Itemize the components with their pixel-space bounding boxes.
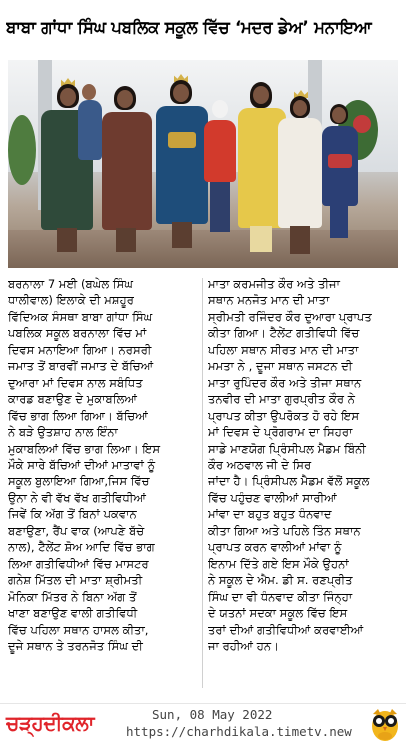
article-line: ਬਰਨਾਲਾ 7 ਮਈ (ਬਘੇਲ ਸਿੰਘ [8,277,133,291]
article-line: ਪਬਲਿਕ ਸਕੂਲ ਬਰਨਾਲਾ ਵਿੱਚ ਮਾਂ [8,326,147,341]
article-line: ਵਿੱਚ ਪਹਿਲਾ ਸਥਾਨ ਹਾਸਲ ਕੀਤਾ, [8,622,149,637]
article-line: ਸਾਡੇ ਮਾਣਯੋਗ ਪ੍ਰਿੰਸੀਪਲ ਮੈਡਮ ਬਿੰਨੀ [208,441,366,456]
article-line: ਪ੍ਰਾਪਤ ਕੀਤਾ ਉਪਰੋਕਤ ਹੋ ਰਹੇ ਇਸ [208,408,360,423]
article-line: ਜਾ ਰਹੀਆਂ ਹਨ। [208,638,279,653]
article-line: ਜਮਾਤ ਤੋਂ ਬਾਰਵੀਂ ਜਮਾਤ ਦੇ ਬੱਚਿਆਂ [8,359,154,374]
source-url[interactable]: https://charhdikala.timetv.new [126,724,352,739]
article-line: ਦੇ ਯਤਨਾਂ ਸਦਕਾ ਸਕੂਲ ਵਿੱਚ ਇਸ [208,606,348,621]
article-line: ਦੂਜੇ ਸਥਾਨ ਤੇ ਤਰਨਜੋਤ ਸਿੰਘ ਦੀ [8,638,143,653]
article-line: ਮੌਕੇ ਸਾਰੇ ਬੱਚਿਆਂ ਦੀਆਂ ਮਾਤਾਵਾਂ ਨੂੰ [8,457,156,472]
footer [0,703,406,744]
article-line: ਨੇ ਬੜੇ ਉਤਸ਼ਾਹ ਨਾਲ ਇੰਨਾ [8,425,118,440]
article-line: ਵਿੱਚ ਪਹੁੰਚਣ ਵਾਲੀਆਂ ਸਾਰੀਆਂ [208,490,337,505]
article-line: ਉਨਾ ਨੇ ਵੀ ਵੱਖ ਵੱਖ ਗਤੀਵਿਧੀਆਂ [8,490,146,505]
article-line: ਕੌਰ ਅਠਵਾਲ ਜੀ ਦੇ ਸਿਰ [208,457,312,472]
article-line: ਗਨੇਸ਼ ਮਿੱਤਲ ਦੀ ਮਾਤਾ ਸ਼੍ਰੀਮਤੀ [8,573,143,588]
article-line: ਕੀਤਾ ਗਿਆ। ਟੈਲੇਂਟ ਗਤੀਵਿਧੀ ਵਿੱਚ [208,326,360,341]
article-line: ਮੋਨਿਕਾ ਮਿੱਤਰ ਨੇ ਬਿਨਾ ਅੱਗ ਤੋਂ [8,589,137,604]
article-line: ਸਥਾਨ ਮਨਜੋਤ ਮਾਨ ਦੀ ਮਾਤਾ [208,293,330,308]
article-line: ਸਕੂਲ ਬੁਲਾਇਆ ਗਿਆ,ਜਿਸ ਵਿੱਚ [8,474,150,489]
article-line: ਕਾਰਡ ਬਣਾਉਣ ਦੇ ਮੁਕਾਬਲਿਆਂ [8,392,138,407]
article-line: ਤਨਵੀਰ ਦੀ ਮਾਤਾ ਗੁਰਪ੍ਰੀਤ ਕੌਰ ਨੇ [208,392,356,407]
article-left-column [8,276,197,654]
article-line: ਜਿਵੇਂ ਕਿ ਅੱਗ ਤੋਂ ਬਿਨਾਂ ਪਕਵਾਨ [8,507,137,522]
article-line: ਧਾਲੀਵਾਲ) ਇਲਾਕੇ ਦੀ ਮਸ਼ਹੂਰ [8,293,134,308]
article-line: ਵਿੱਦਿਅਕ ਸੰਸਥਾ ਬਾਬਾ ਗਾਂਧਾ ਸਿੰਘ [8,309,153,324]
article-line: ਨਾਲ), ਟੈਲੇਂਟ ਸ਼ੋਅ ਆਦਿ ਵਿੱਚ ਭਾਗ [8,540,155,555]
article-line: ਮਾਤਾ ਕਰਮਜੀਤ ਕੌਰ ਅਤੇ ਤੀਜਾ [208,277,340,291]
article-line: ਲਿਆ ਗਤੀਵਿਧੀਆਂ ਵਿੱਚ ਮਾਸਟਰ [8,556,149,571]
article-line: ਦਿਵਸ ਮਨਾਇਆ ਗਿਆ। ਨਰਸਰੀ [8,342,152,357]
article-line: ਪ੍ਰਾਪਤ ਕਰਨ ਵਾਲੀਆਂ ਮਾਂਵਾ ਨੂੰ [208,540,342,555]
owl-icon [369,706,401,742]
newspaper-logo[interactable]: ਚੜ੍ਹਦੀਕਲਾ [6,711,94,735]
article-line: ਇਨਾਮ ਦਿੱਤੇ ਗਏ ਇਸ ਮੌਕੇ ਉਹਨਾਂ [208,556,349,571]
article-line: ਮਮਤਾ ਨੇ , ਦੂਜਾ ਸਥਾਨ ਜਸਟਨ ਦੀ [208,359,353,374]
article-line: ਖਾਣਾ ਬਣਾਉਣ ਵਾਲੀ ਗਤੀਵਿਧੀ [8,606,138,621]
headline: ਬਾਬਾ ਗਾਂਧਾ ਸਿੰਘ ਪਬਲਿਕ ਸਕੂਲ ਵਿੱਚ ‘ਮਦਰ ਡੇਅ’ ਮਨਾਇਆ [6,18,372,37]
article-line: ਵਿੱਚ ਭਾਗ ਲਿਆ ਗਿਆ। ਬੱਚਿਆਂ [8,408,148,423]
article-line: ਮਾਂਵਾ ਦਾ ਬਹੁਤ ਬਹੁਤ ਧੰਨਵਾਦ [208,507,332,522]
article-line: ਸਿੰਘ ਦਾ ਵੀ ਧੰਨਵਾਦ ਕੀਤਾ ਜਿੰਨ੍ਹਾ [208,589,353,604]
article-line: ਕੀਤਾ ਗਿਆ ਅਤੇ ਪਹਿਲੇ ਤਿੰਨ ਸਥਾਨ [208,523,361,538]
article-line: ਜਾਂਦਾ ਹੈ। ਪ੍ਰਿੰਸੀਪਲ ਮੈਡਮ ਵੱਲੋਂ ਸਕੂਲ [208,474,370,489]
article-line: ਬਣਾਉਣਾ, ਰੈਂਪ ਵਾਕ (ਆਪਣੇ ਬੱਚੇ [8,523,145,538]
article-line: ਸ੍ਰੀਮਤੀ ਰਜਿੰਦਰ ਕੌਰ ਦੁਆਰਾ ਪ੍ਰਾਪਤ [208,309,372,324]
article-line: ਤਰਾਂ ਦੀਆਂ ਗਤੀਵਿਧੀਆਂ ਕਰਵਾਈਆਂ [208,622,364,637]
article-photo [8,60,398,268]
article-line: ਮਾਂ ਦਿਵਸ ਦੇ ਪ੍ਰੋਗਰਾਮ ਦਾ ਸਿਹਰਾ [208,425,353,440]
article-line: ਮੁਕਾਬਲਿਆਂ ਵਿੱਚ ਭਾਗ ਲਿਆ। ਇਸ [8,441,161,456]
article-line: ਮਾਤਾ ਰੁਪਿੰਦਰ ਕੌਰ ਅਤੇ ਤੀਜਾ ਸਥਾਨ [208,375,362,390]
article-line: ਦੁਆਰਾ ਮਾਂ ਦਿਵਸ ਨਾਲ ਸਬੰਧਿਤ [8,375,143,390]
article-line: ਨੇ ਸਕੂਲ ਦੇ ਐਮ. ਡੀ ਸ. ਰਣਪ੍ਰੀਤ [208,573,353,588]
article-right-column [208,276,402,654]
article-line: ਪਹਿਲਾ ਸਥਾਨ ਸੀਰਤ ਮਾਨ ਦੀ ਮਾਤਾ [208,342,359,357]
publication-date: Sun, 08 May 2022 [152,707,273,722]
